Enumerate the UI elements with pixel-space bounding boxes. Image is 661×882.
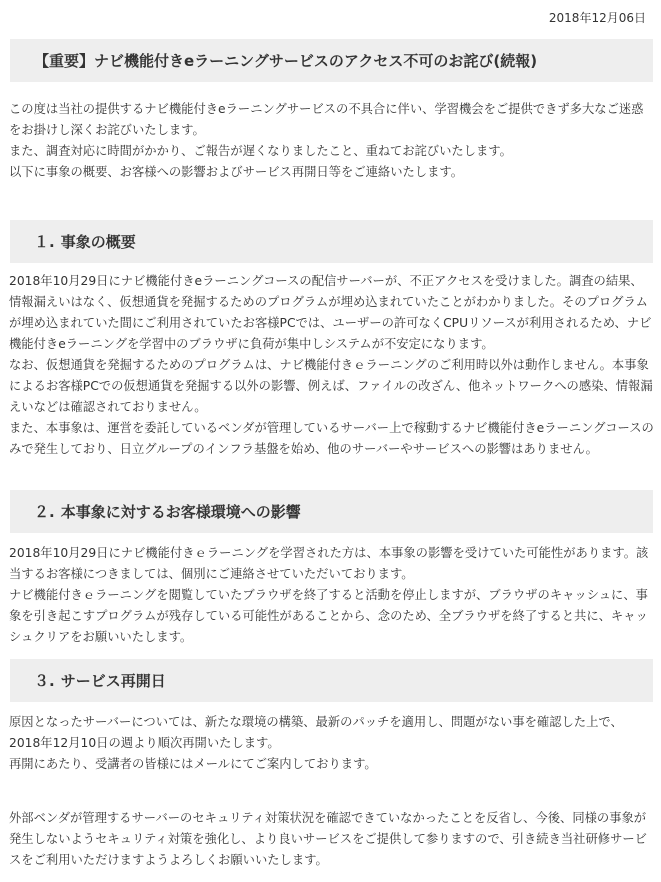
intro-paragraph: この度は当社の提供するナビ機能付きeラーニングサービスの不具合に伴い、学習機会をご提供できず多大なご迷惑をお掛けし深くお詫びいたします。 [9, 102, 644, 137]
section-paragraph: 再開にあたり、受講者の皆様にはメールにてご案内しております。 [9, 757, 377, 771]
page-title: 【重要】ナビ機能付きeラーニングサービスのアクセス不可のお詫び(続報) [10, 39, 653, 82]
section-title: 本事象に対するお客様環境への影響 [60, 503, 301, 521]
section-body-impact [9, 543, 654, 648]
closing-text [9, 808, 654, 871]
section-title: 事象の概要 [60, 233, 136, 251]
publish-date: 2018年12月06日 [548, 11, 646, 25]
section-heading-resume [10, 659, 653, 702]
intro-text [9, 99, 654, 183]
section-paragraph: なお、仮想通貨を発掘するためのプログラムは、ナビ機能付きｅラーニングのご利用時以外は動作しません。本事象によるお客様PCでの仮想通貨を発掘する以外の影響、例えば、ファイルの改ざん、他ネットワークへの感染、情報漏えいなどは確認されておりません。 [9, 358, 653, 414]
section-heading-overview [10, 220, 653, 263]
intro-paragraph: また、調査対応に時間がかかり、ご報告が遅くなりましたこと、重ねてお詫びいたします。 [9, 144, 512, 158]
section-paragraph: ナビ機能付きｅラーニングを閲覧していたブラウザを終了すると活動を停止しますが、ブラウザのキャッシュに、事象を引き起こすプログラムが残存している可能性があることから、念のため、全ブラウザを終了すると共に、キャッシュクリアをお願いいたします。 [9, 588, 648, 644]
section-paragraph: また、本事象は、運営を委託しているベンダが管理しているサーバー上で稼動するナビ機能付きeラーニングコースのみで発生しており、日立グループのインフラ基盤を始め、他のサーバーやサービスへの影響はありません。 [9, 421, 654, 456]
section-number: ３. [34, 672, 55, 690]
section-paragraph: 2018年10月29日にナビ機能付きｅラーニングを学習された方は、本事象の影響を受けていた可能性があります。該当するお客様につきましては、個別にご連絡させていただいております。 [9, 546, 649, 581]
section-number: ２. [34, 503, 55, 521]
section-paragraph: 2018年10月29日にナビ機能付きeラーニングコースの配信サーバーが、不正アクセスを受けました。調査の結果、情報漏えいはなく、仮想通貨を発掘するためのプログラムが埋め込まれていたことがわかりました。そのプログラムが埋め込まれていた間にご利用されていたお客様PCでは、ユーザーの許可なくCPUリソースが利用されるため、ナビ機能付きeラーニングを学習中のブラウザに負荷が集中しシステムが不安定になります。 [9, 274, 652, 351]
section-paragraph: 原因となったサーバーについては、新たな環境の構築、最新のパッチを適用し、問題がない事を確認した上で、2018年12月10日の週より順次再開いたします。 [9, 715, 623, 750]
intro-paragraph: 以下に事象の概要、お客様への影響およびサービス再開日等をご連絡いたします。 [9, 165, 464, 179]
section-heading-impact [10, 490, 653, 533]
section-title: サービス再開日 [60, 672, 166, 690]
closing-paragraph: 外部ベンダが管理するサーバーのセキュリティ対策状況を確認できていなかったことを反省し、今後、同様の事象が発生しないようセキュリティ対策を強化し、より良いサービスをご提供して参りますので、引き続き当社研修サービスをご利用いただけますようよろしくお願いいたします。 [9, 811, 647, 867]
section-body-resume [9, 712, 654, 775]
section-body-overview [9, 271, 654, 460]
section-number: １. [34, 233, 55, 251]
